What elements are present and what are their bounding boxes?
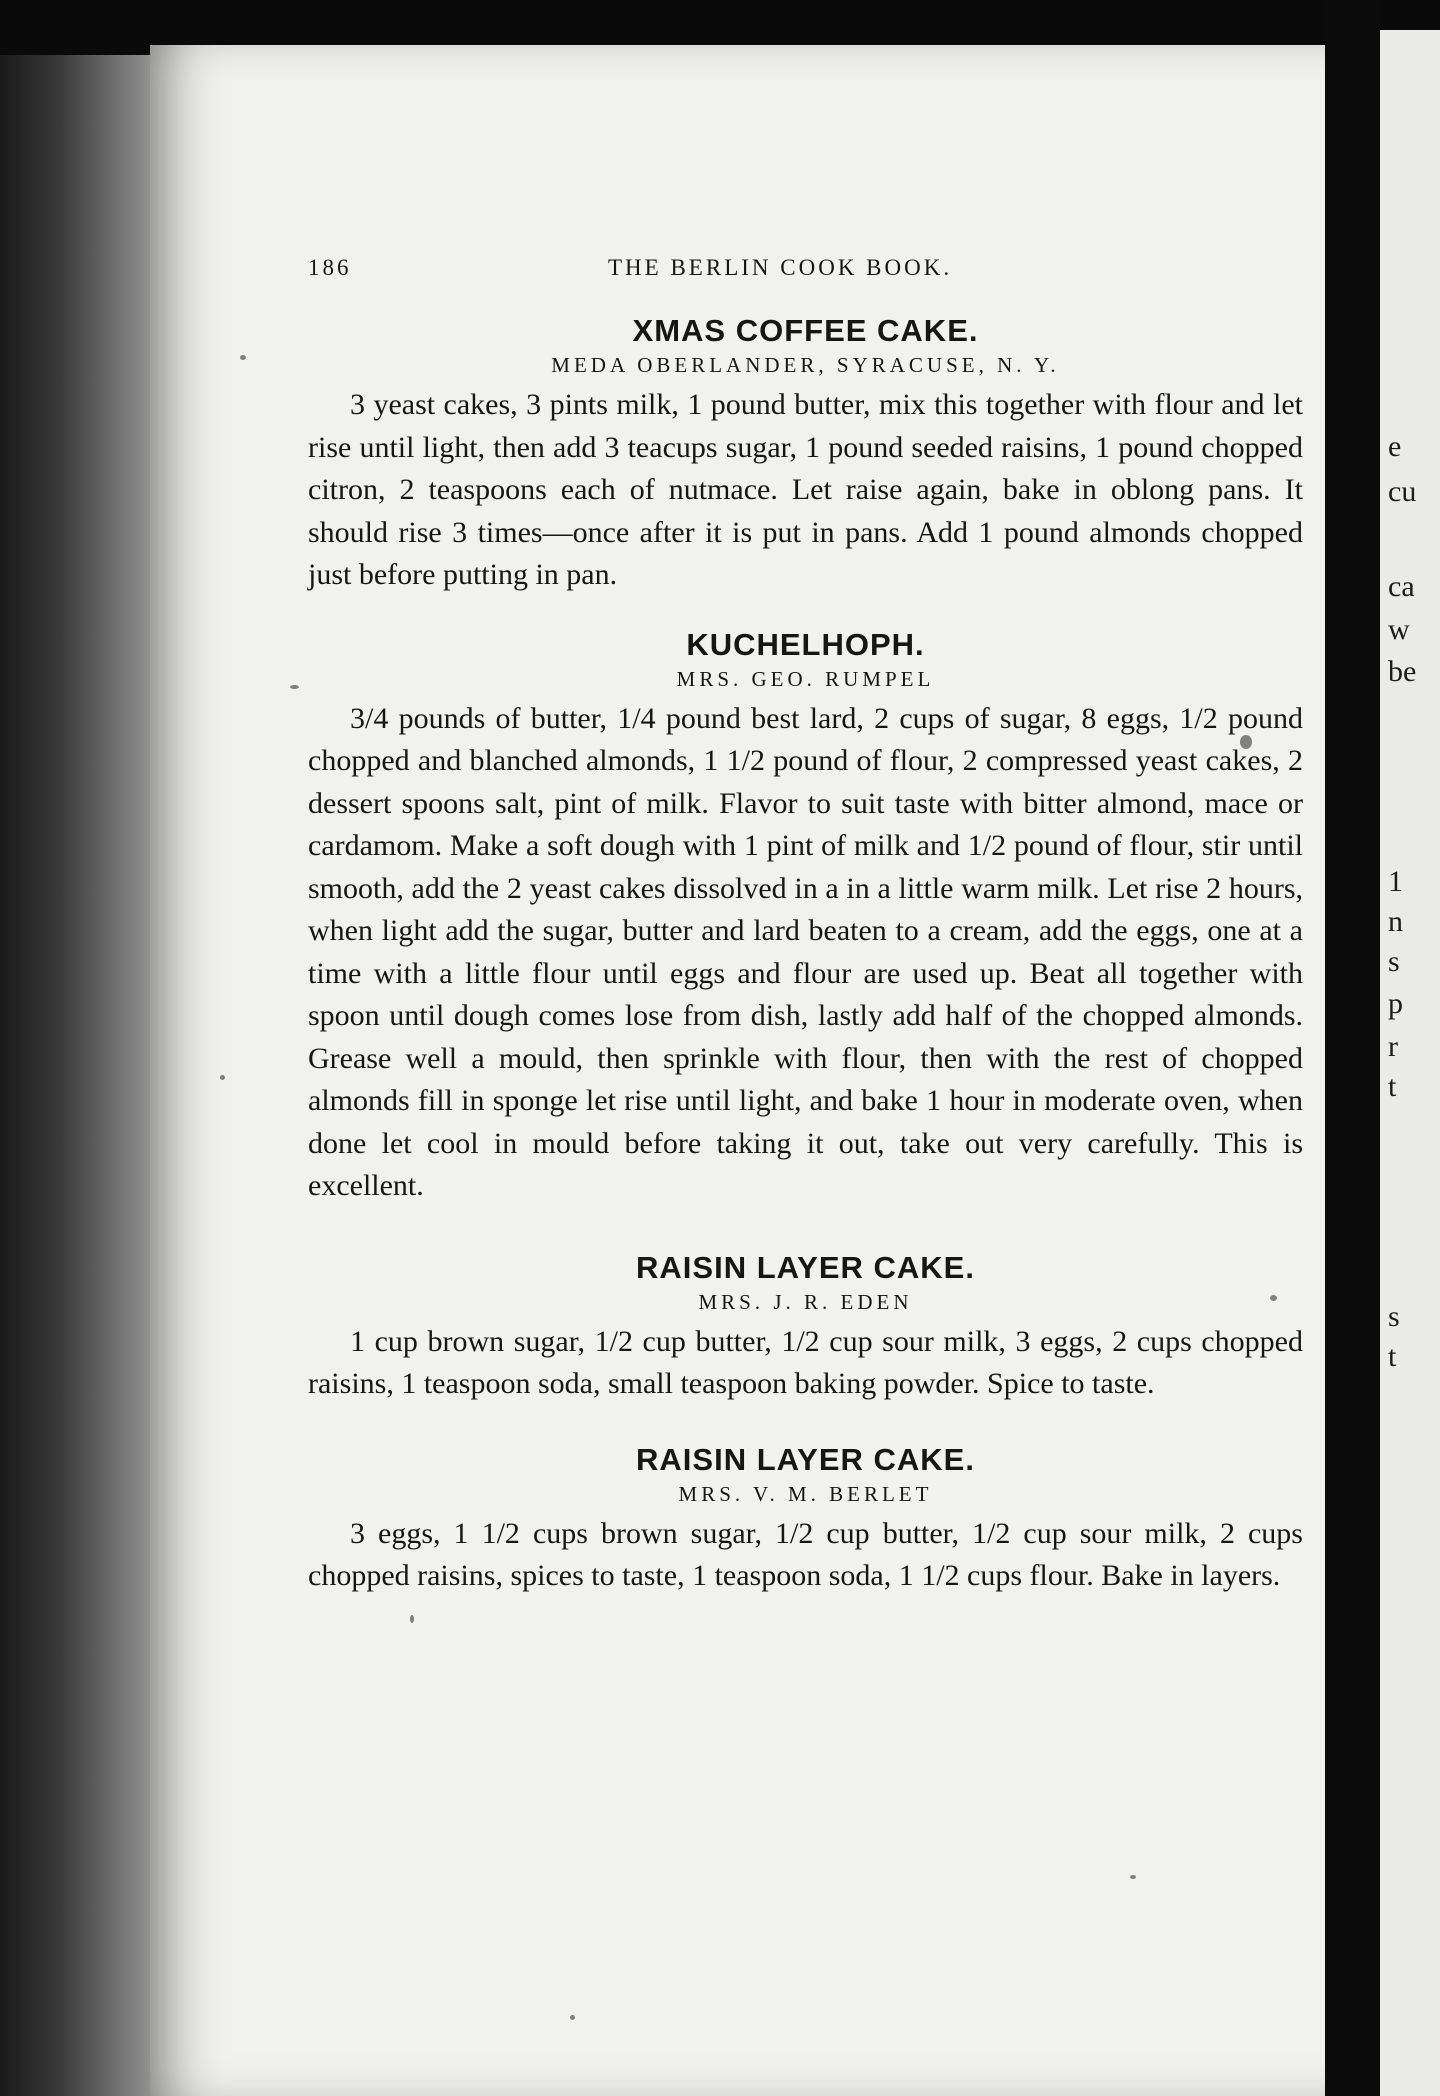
scan-speck — [220, 1075, 225, 1080]
adjacent-page-fragment: t — [1388, 1340, 1397, 1373]
recipe-raisin-layer-cake-berlet — [308, 1442, 1303, 1598]
adjacent-page-fragment: n — [1388, 905, 1403, 938]
page-number: 186 — [308, 255, 352, 280]
adjacent-page-fragment: cu — [1388, 475, 1417, 508]
scan-speck — [570, 2015, 575, 2020]
recipe-xmas-coffee-cake — [308, 313, 1303, 597]
scan-speck — [290, 685, 299, 689]
book-title: THE BERLIN COOK BOOK. — [608, 255, 953, 280]
recipe-author: MEDA OBERLANDER, SYRACUSE, N. Y. — [551, 353, 1060, 377]
page-gutter — [1325, 0, 1380, 2096]
recipe-author: MRS. V. M. BERLET — [678, 1481, 933, 1506]
adjacent-page-fragment: ca — [1388, 570, 1415, 603]
adjacent-page-fragment: p — [1388, 987, 1403, 1020]
page-content — [308, 255, 1303, 1598]
recipe-title: RAISIN LAYER CAKE. — [636, 1441, 975, 1477]
scan-speck — [1130, 1875, 1136, 1879]
scan-speck — [240, 355, 246, 360]
adjacent-page-edge — [1380, 30, 1440, 2096]
recipe-text: 3/4 pounds of butter, 1/4 pound best lard, 2 cups of sugar, 8 eggs, 1/2 pound chopped and blanched almonds, 1 1/2 pound of flour, 2 compressed yeast cakes, 2 dessert spoons salt, pint of milk. Flavor to suit taste with bitter almond, mace or cardamom. Make a soft dough with 1 pint of milk and 1/2 pound of flour, stir until smooth, add the 2 yeast cakes dissolved in a in a little warm milk. Let rise 2 hours, when light add the sugar, butter and lard beaten to a cream, add the eggs, one at a time with a little flour until eggs and flour are used up. Beat all together with spoon until dough comes lose from dish, lastly add half of the chopped almonds. Grease well a mould, then sprinkle with flour, then with the rest of chopped almonds fill in sponge let rise until light, and bake 1 hour in moderate oven, when done let cool in mould before taking it out, take out very carefully. This is excellent. — [308, 701, 1303, 1202]
adjacent-page-fragment: s — [1388, 945, 1400, 978]
adjacent-page-fragment: w — [1388, 613, 1410, 646]
recipe-title: RAISIN LAYER CAKE. — [636, 1249, 975, 1285]
recipe-author: MRS. J. R. EDEN — [698, 1289, 913, 1314]
recipe-raisin-layer-cake-eden — [308, 1250, 1303, 1406]
adjacent-page-fragment: 1 — [1388, 865, 1403, 898]
recipe-kuchelhoph — [308, 627, 1303, 1208]
recipe-title: KUCHELHOPH. — [686, 626, 925, 662]
recipe-text: 3 eggs, 1 1/2 cups brown sugar, 1/2 cup butter, 1/2 cup sour milk, 2 cups chopped raisins, spices to taste, 1 teaspoon soda, 1 1/2 cups flour. Bake in layers. — [308, 1516, 1303, 1592]
running-head — [308, 255, 1303, 295]
adjacent-page-fragment: be — [1388, 655, 1417, 688]
adjacent-page-fragment: e — [1388, 430, 1402, 463]
recipe-text: 3 yeast cakes, 3 pints milk, 1 pound butter, mix this together with flour and let rise until light, then add 3 teacups sugar, 1 pound seeded raisins, 1 pound chopped citron, 2 teaspoons each of nutmace. Let raise again, bake in oblong pans. It should rise 3 times—once after it is put in pans. Add 1 pound almonds chopped just before putting in pan. — [308, 388, 1303, 591]
recipe-title: XMAS COFFEE CAKE. — [632, 313, 979, 348]
scan-speck — [410, 1615, 414, 1623]
adjacent-page-fragment: r — [1388, 1030, 1398, 1063]
recipe-text: 1 cup brown sugar, 1/2 cup butter, 1/2 cup sour milk, 3 eggs, 2 cups chopped raisins, 1 teaspoon soda, small teaspoon baking powder. Spice to taste. — [308, 1324, 1303, 1400]
adjacent-page-fragment: t — [1388, 1070, 1397, 1103]
recipe-author: MRS. GEO. RUMPEL — [676, 666, 935, 691]
adjacent-page-fragment: s — [1388, 1300, 1400, 1333]
